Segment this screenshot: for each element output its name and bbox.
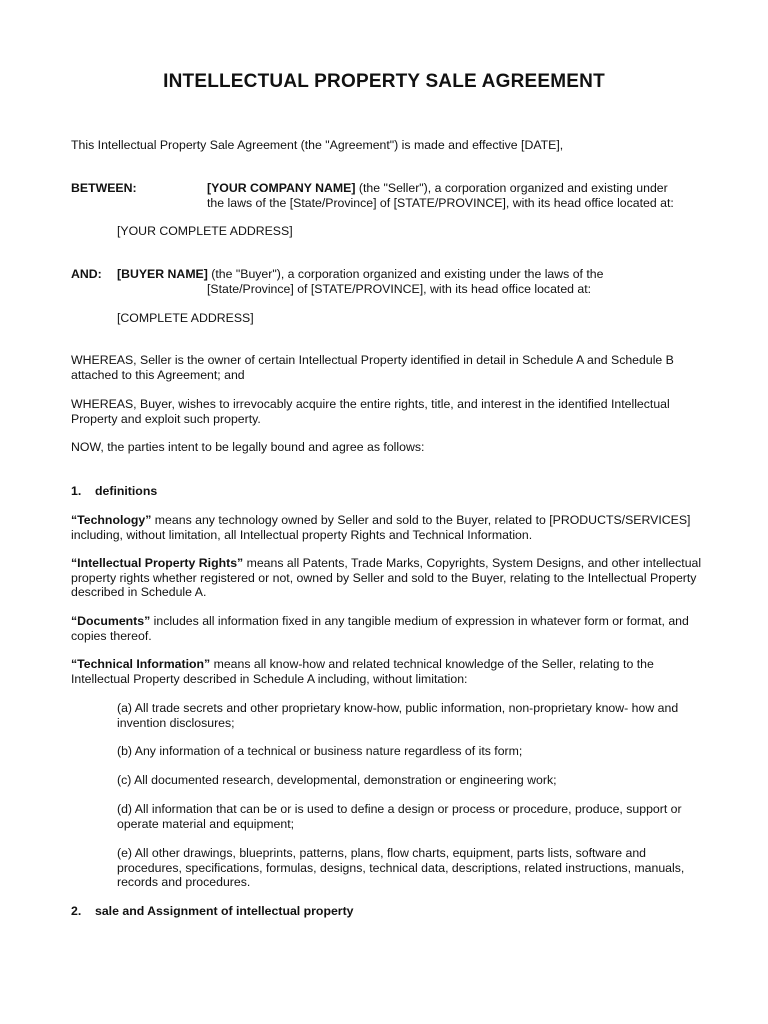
buyer-name: [BUYER NAME] xyxy=(117,267,208,281)
definition-term: “Intellectual Property Rights” xyxy=(71,556,244,570)
document-title: INTELLECTUAL PROPERTY SALE AGREEMENT xyxy=(163,71,605,92)
buyer-desc-line1: (the "Buyer"), a corporation organized and existing under the laws of the xyxy=(207,267,604,281)
definition-term: “Technology” xyxy=(71,513,152,527)
definition-paragraph xyxy=(71,657,711,686)
definition-text: means all know-how and related technical knowledge of the Seller, relating to the Intellectual Property described in Schedule A including, without limitation: xyxy=(71,657,654,686)
between-label: BETWEEN: xyxy=(71,181,137,195)
buyer-description xyxy=(117,267,637,296)
and-label: AND: xyxy=(71,267,102,281)
buyer-address: [COMPLETE ADDRESS] xyxy=(117,311,254,325)
recital-paragraph: WHEREAS, Seller is the owner of certain Intellectual Property identified in detail in Schedule A and Schedule B attached to this Agreement; and xyxy=(71,353,674,382)
list-item: (c) All documented research, developmental, demonstration or engineering work; xyxy=(117,773,557,787)
section-number: 2. xyxy=(71,904,82,918)
definition-paragraph xyxy=(71,556,711,600)
definition-term: “Technical Information” xyxy=(71,657,211,671)
intro-paragraph: This Intellectual Property Sale Agreement (the "Agreement") is made and effective [DATE], xyxy=(71,138,564,152)
seller-desc-line2: the laws of the [State/Province] of [STATE/PROVINCE], with its head office located at: xyxy=(207,195,674,210)
definition-term: “Documents” xyxy=(71,614,151,628)
seller-desc-line1: (the "Seller"), a corporation organized and existing under xyxy=(355,181,668,195)
recital-paragraph: NOW, the parties intent to be legally bound and agree as follows: xyxy=(71,440,425,454)
section-heading xyxy=(71,484,157,499)
list-item: (a) All trade secrets and other proprietary know-how, public information, non-proprietary know- how and invention disclosures; xyxy=(117,701,679,730)
definition-paragraph xyxy=(71,513,711,542)
list-item: (e) All other drawings, blueprints, patterns, plans, flow charts, equipment, parts lists, software and procedures, specifications, formulas, designs, technical data, descriptions, related instructions, manuals, records and procedures. xyxy=(117,846,685,889)
definition-text: means any technology owned by Seller and sold to the Buyer, related to [PRODUCTS/SERVICES] including, without limitation, all Intellectual property Rights and Technical Information. xyxy=(71,513,691,542)
recital-paragraph: WHEREAS, Buyer, wishes to irrevocably acquire the entire rights, title, and interest in the identified Intellectual Property and exploit such property. xyxy=(71,397,670,426)
buyer-desc-line2: [State/Province] of [STATE/PROVINCE], with its head office located at: xyxy=(207,281,592,296)
section-heading xyxy=(71,904,354,919)
definition-text: includes all information fixed in any tangible medium of expression in whatever form or format, and copies thereof. xyxy=(71,614,689,643)
list-item: (d) All information that can be or is used to define a design or process or procedure, produce, support or operate material and equipment; xyxy=(117,802,682,831)
seller-description xyxy=(207,181,707,210)
list-item: (b) Any information of a technical or business nature regardless of its form; xyxy=(117,744,523,758)
section-title: sale and Assignment of intellectual property xyxy=(95,904,354,918)
seller-address: [YOUR COMPLETE ADDRESS] xyxy=(117,224,293,238)
definition-paragraph xyxy=(71,614,711,643)
seller-name: [YOUR COMPANY NAME] xyxy=(207,181,356,195)
section-number: 1. xyxy=(71,484,82,498)
definition-text: means all Patents, Trade Marks, Copyrights, System Designs, and other intellectual property rights whether registered or not, owned by Seller and sold to the Buyer, relating to the Intellectual Property described in Schedule A. xyxy=(71,556,702,599)
section-title: definitions xyxy=(95,484,158,498)
